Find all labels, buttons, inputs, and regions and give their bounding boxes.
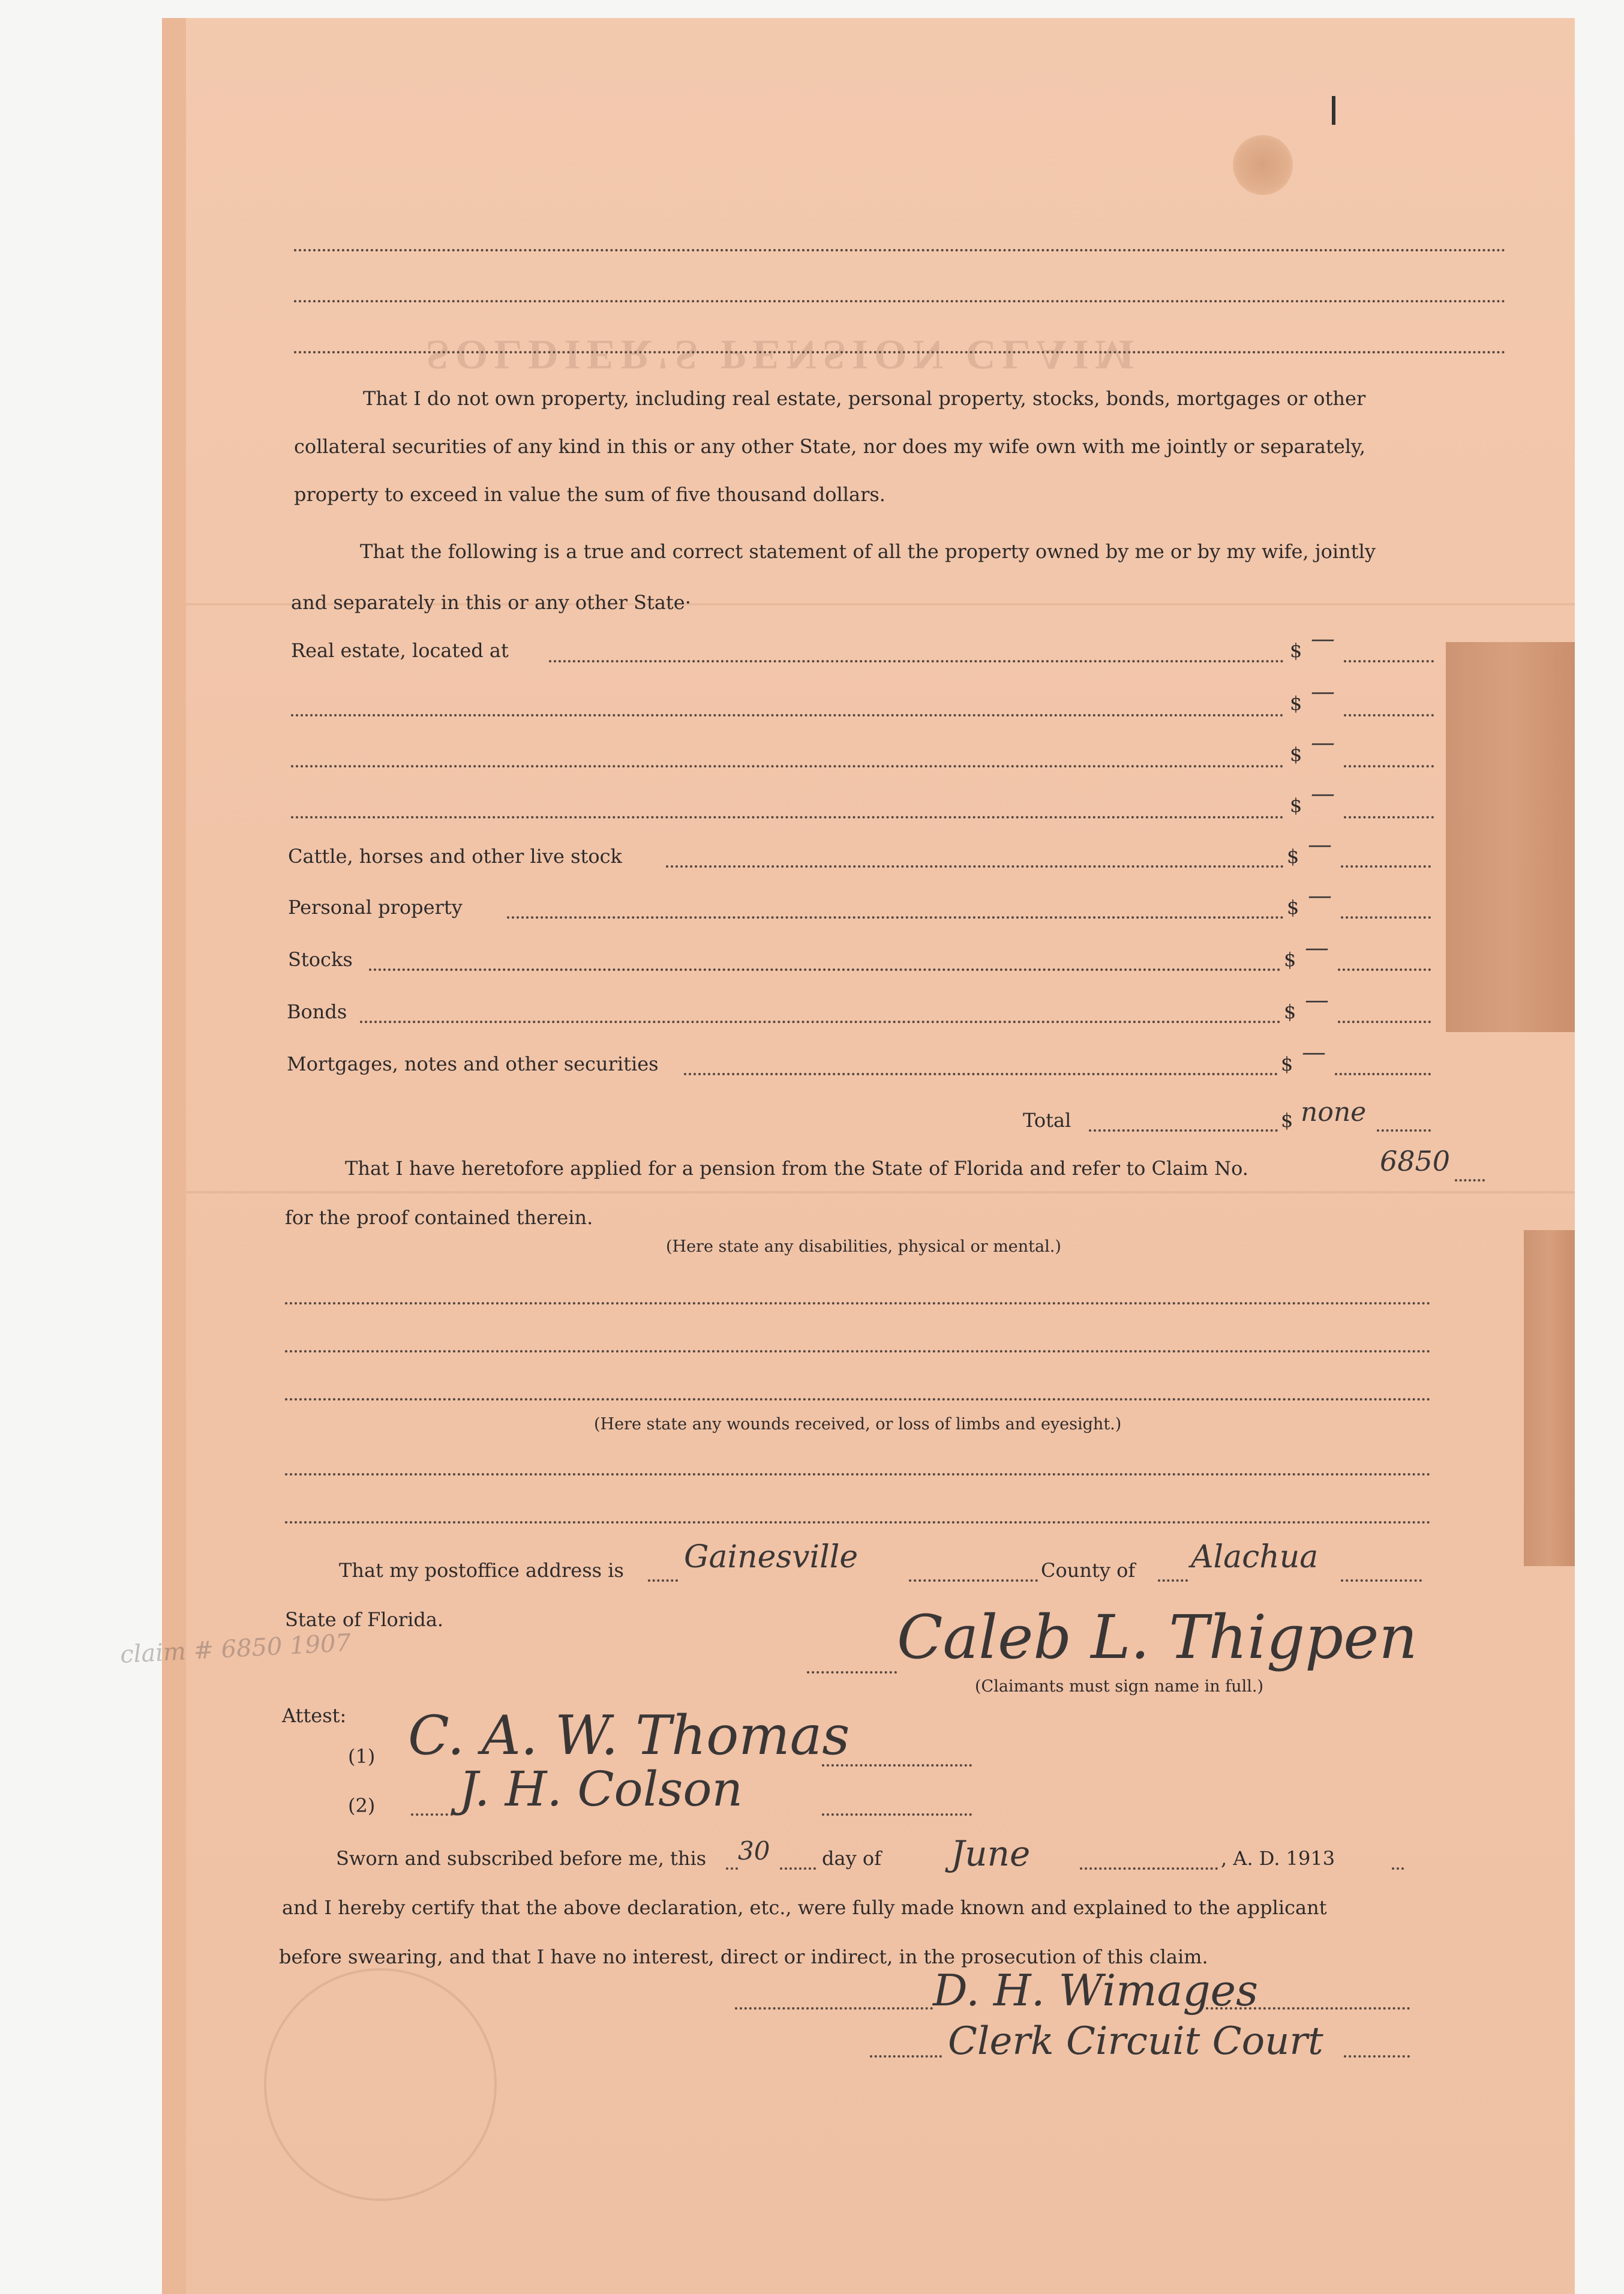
sworn-day: 30	[738, 1836, 770, 1866]
leader-dots	[291, 816, 1284, 818]
currency-sign: $	[1281, 1052, 1293, 1075]
claim-number: 6850	[1380, 1145, 1451, 1177]
blank-line	[285, 1398, 1431, 1401]
leader-dots	[1341, 865, 1431, 868]
sworn-text: , A. D. 1913	[1221, 1847, 1335, 1870]
item-label: Bonds	[287, 1000, 347, 1023]
property-text-line: property to exceed in value the sum of five thousand dollars.	[294, 483, 885, 506]
item-value: —	[1311, 625, 1335, 653]
leader-dots	[1335, 1073, 1431, 1075]
leader-dots	[1377, 1129, 1431, 1132]
item-value: —	[1311, 678, 1335, 706]
leader-dots	[291, 714, 1284, 716]
disabilities-caption: (Here state any disabilities, physical or mental.)	[666, 1237, 1061, 1256]
item-label: Mortgages, notes and other securities	[287, 1052, 659, 1075]
currency-sign: $	[1281, 1109, 1293, 1132]
leader-dots	[1344, 816, 1434, 818]
item-value: —	[1305, 934, 1329, 962]
claimant-caption: (Claimants must sign name in full.)	[975, 1677, 1263, 1696]
leader-dots	[1344, 660, 1434, 662]
blank-line	[285, 1521, 1431, 1524]
leader-dots	[648, 1579, 678, 1582]
leader-dots	[780, 1867, 816, 1870]
statement-text-line: That the following is a true and correct statement of all the property owned by me or by my wife, jointly	[360, 540, 1376, 563]
leader-dots	[1089, 1129, 1278, 1132]
item-value: —	[1308, 882, 1332, 910]
leader-dots	[1338, 968, 1431, 971]
wounds-caption: (Here state any wounds received, or loss of limbs and eyesight.)	[594, 1415, 1122, 1434]
leader-dots	[549, 660, 1284, 662]
embossed-seal	[264, 1968, 497, 2201]
sworn-text: day of	[822, 1847, 881, 1870]
blank-line	[294, 351, 1506, 353]
total-label: Total	[1023, 1109, 1071, 1132]
leader-dots	[726, 1867, 738, 1870]
currency-sign: $	[1290, 692, 1302, 715]
sworn-month: June	[951, 1833, 1031, 1874]
county-value: Alachua	[1191, 1539, 1319, 1575]
blank-line	[294, 300, 1506, 302]
official-signature: D. H. Wimages	[933, 1965, 1259, 2016]
leader-dots	[822, 1813, 972, 1816]
postoffice-value: Gainesville	[684, 1539, 858, 1575]
witness-number: (2)	[348, 1794, 376, 1817]
witness-number: (1)	[348, 1745, 376, 1768]
leader-dots	[822, 1764, 972, 1767]
leader-dots	[666, 865, 1284, 868]
repair-tape	[1524, 1230, 1575, 1566]
item-value: —	[1305, 986, 1329, 1014]
item-label: Personal property	[288, 896, 463, 919]
item-value: —	[1311, 780, 1335, 808]
leader-dots	[1455, 1179, 1485, 1182]
certify-text: before swearing, and that I have no interest, direct or indirect, in the prosecution of this claim.	[279, 1945, 1208, 1968]
leader-dots	[909, 1579, 1038, 1582]
leader-dots	[1344, 714, 1434, 716]
item-value: —	[1311, 729, 1335, 757]
sworn-text: Sworn and subscribed before me, this	[336, 1847, 707, 1870]
item-label: Stocks	[288, 948, 353, 971]
blank-line	[285, 1350, 1431, 1353]
item-value: —	[1302, 1039, 1326, 1066]
ink-mark	[1332, 96, 1335, 125]
currency-sign: $	[1284, 948, 1296, 971]
leader-dots	[507, 916, 1284, 919]
property-text-line: collateral securities of any kind in this or any other State, nor does my wife own with me jointly or separately,	[294, 435, 1365, 458]
total-value: none	[1301, 1097, 1367, 1127]
leader-dots	[1344, 2055, 1410, 2058]
postoffice-label: That my postoffice address is	[339, 1559, 624, 1582]
leader-dots	[411, 1813, 453, 1816]
official-title: Clerk Circuit Court	[948, 2019, 1323, 2064]
blank-line	[285, 1473, 1431, 1476]
currency-sign: $	[1290, 794, 1302, 817]
leader-dots	[360, 1021, 1281, 1023]
claimant-signature: Caleb L. Thigpen	[897, 1602, 1418, 1672]
blank-line	[285, 1302, 1431, 1305]
item-label: Real estate, located at	[291, 639, 509, 662]
leader-dots	[1158, 1579, 1188, 1582]
leader-dots	[1392, 1867, 1404, 1870]
leader-dots	[1206, 2007, 1410, 2010]
county-label: County of	[1041, 1559, 1136, 1582]
certify-text: and I hereby certify that the above declaration, etc., were fully made known and explained to the applicant	[282, 1896, 1327, 1919]
leader-dots	[1080, 1867, 1218, 1870]
attest-label: Attest:	[282, 1704, 347, 1727]
paper-fold	[186, 1191, 1575, 1194]
stain	[1233, 135, 1293, 195]
document-page	[119, 18, 1575, 2294]
applied-text: That I have heretofore applied for a pension from the State of Florida and refer to Claim No.	[345, 1157, 1248, 1180]
currency-sign: $	[1287, 845, 1299, 868]
repair-tape	[1446, 642, 1575, 1032]
leader-dots	[291, 765, 1284, 767]
leader-dots	[1341, 916, 1431, 919]
witness-signature: C. A. W. Thomas	[408, 1704, 850, 1767]
witness-signature: J. H. Colson	[459, 1761, 743, 1817]
statement-text-line: and separately in this or any other State·	[291, 591, 691, 614]
currency-sign: $	[1290, 639, 1302, 662]
item-value: —	[1308, 831, 1332, 859]
leader-dots	[1341, 1579, 1422, 1582]
item-label: Cattle, horses and other live stock	[288, 845, 622, 868]
property-text-line: That I do not own property, including real estate, personal property, stocks, bonds, mortgages or other	[363, 387, 1366, 410]
show-through-title: SOLDIER'S PENSION CLAIM	[426, 331, 1140, 377]
currency-sign: $	[1287, 896, 1299, 919]
blank-line	[294, 249, 1506, 251]
state-label: State of Florida.	[285, 1608, 444, 1631]
leader-dots	[369, 968, 1281, 971]
leader-dots	[735, 2007, 933, 2010]
applied-text: for the proof contained therein.	[285, 1206, 593, 1229]
margin-note: claim # 6850 1907	[119, 1629, 352, 1669]
currency-sign: $	[1290, 743, 1302, 766]
leader-dots	[1344, 765, 1434, 767]
currency-sign: $	[1284, 1000, 1296, 1023]
leader-dots	[1338, 1021, 1431, 1023]
leader-dots	[870, 2055, 942, 2058]
leader-dots	[684, 1073, 1278, 1075]
leader-dots	[807, 1671, 897, 1674]
